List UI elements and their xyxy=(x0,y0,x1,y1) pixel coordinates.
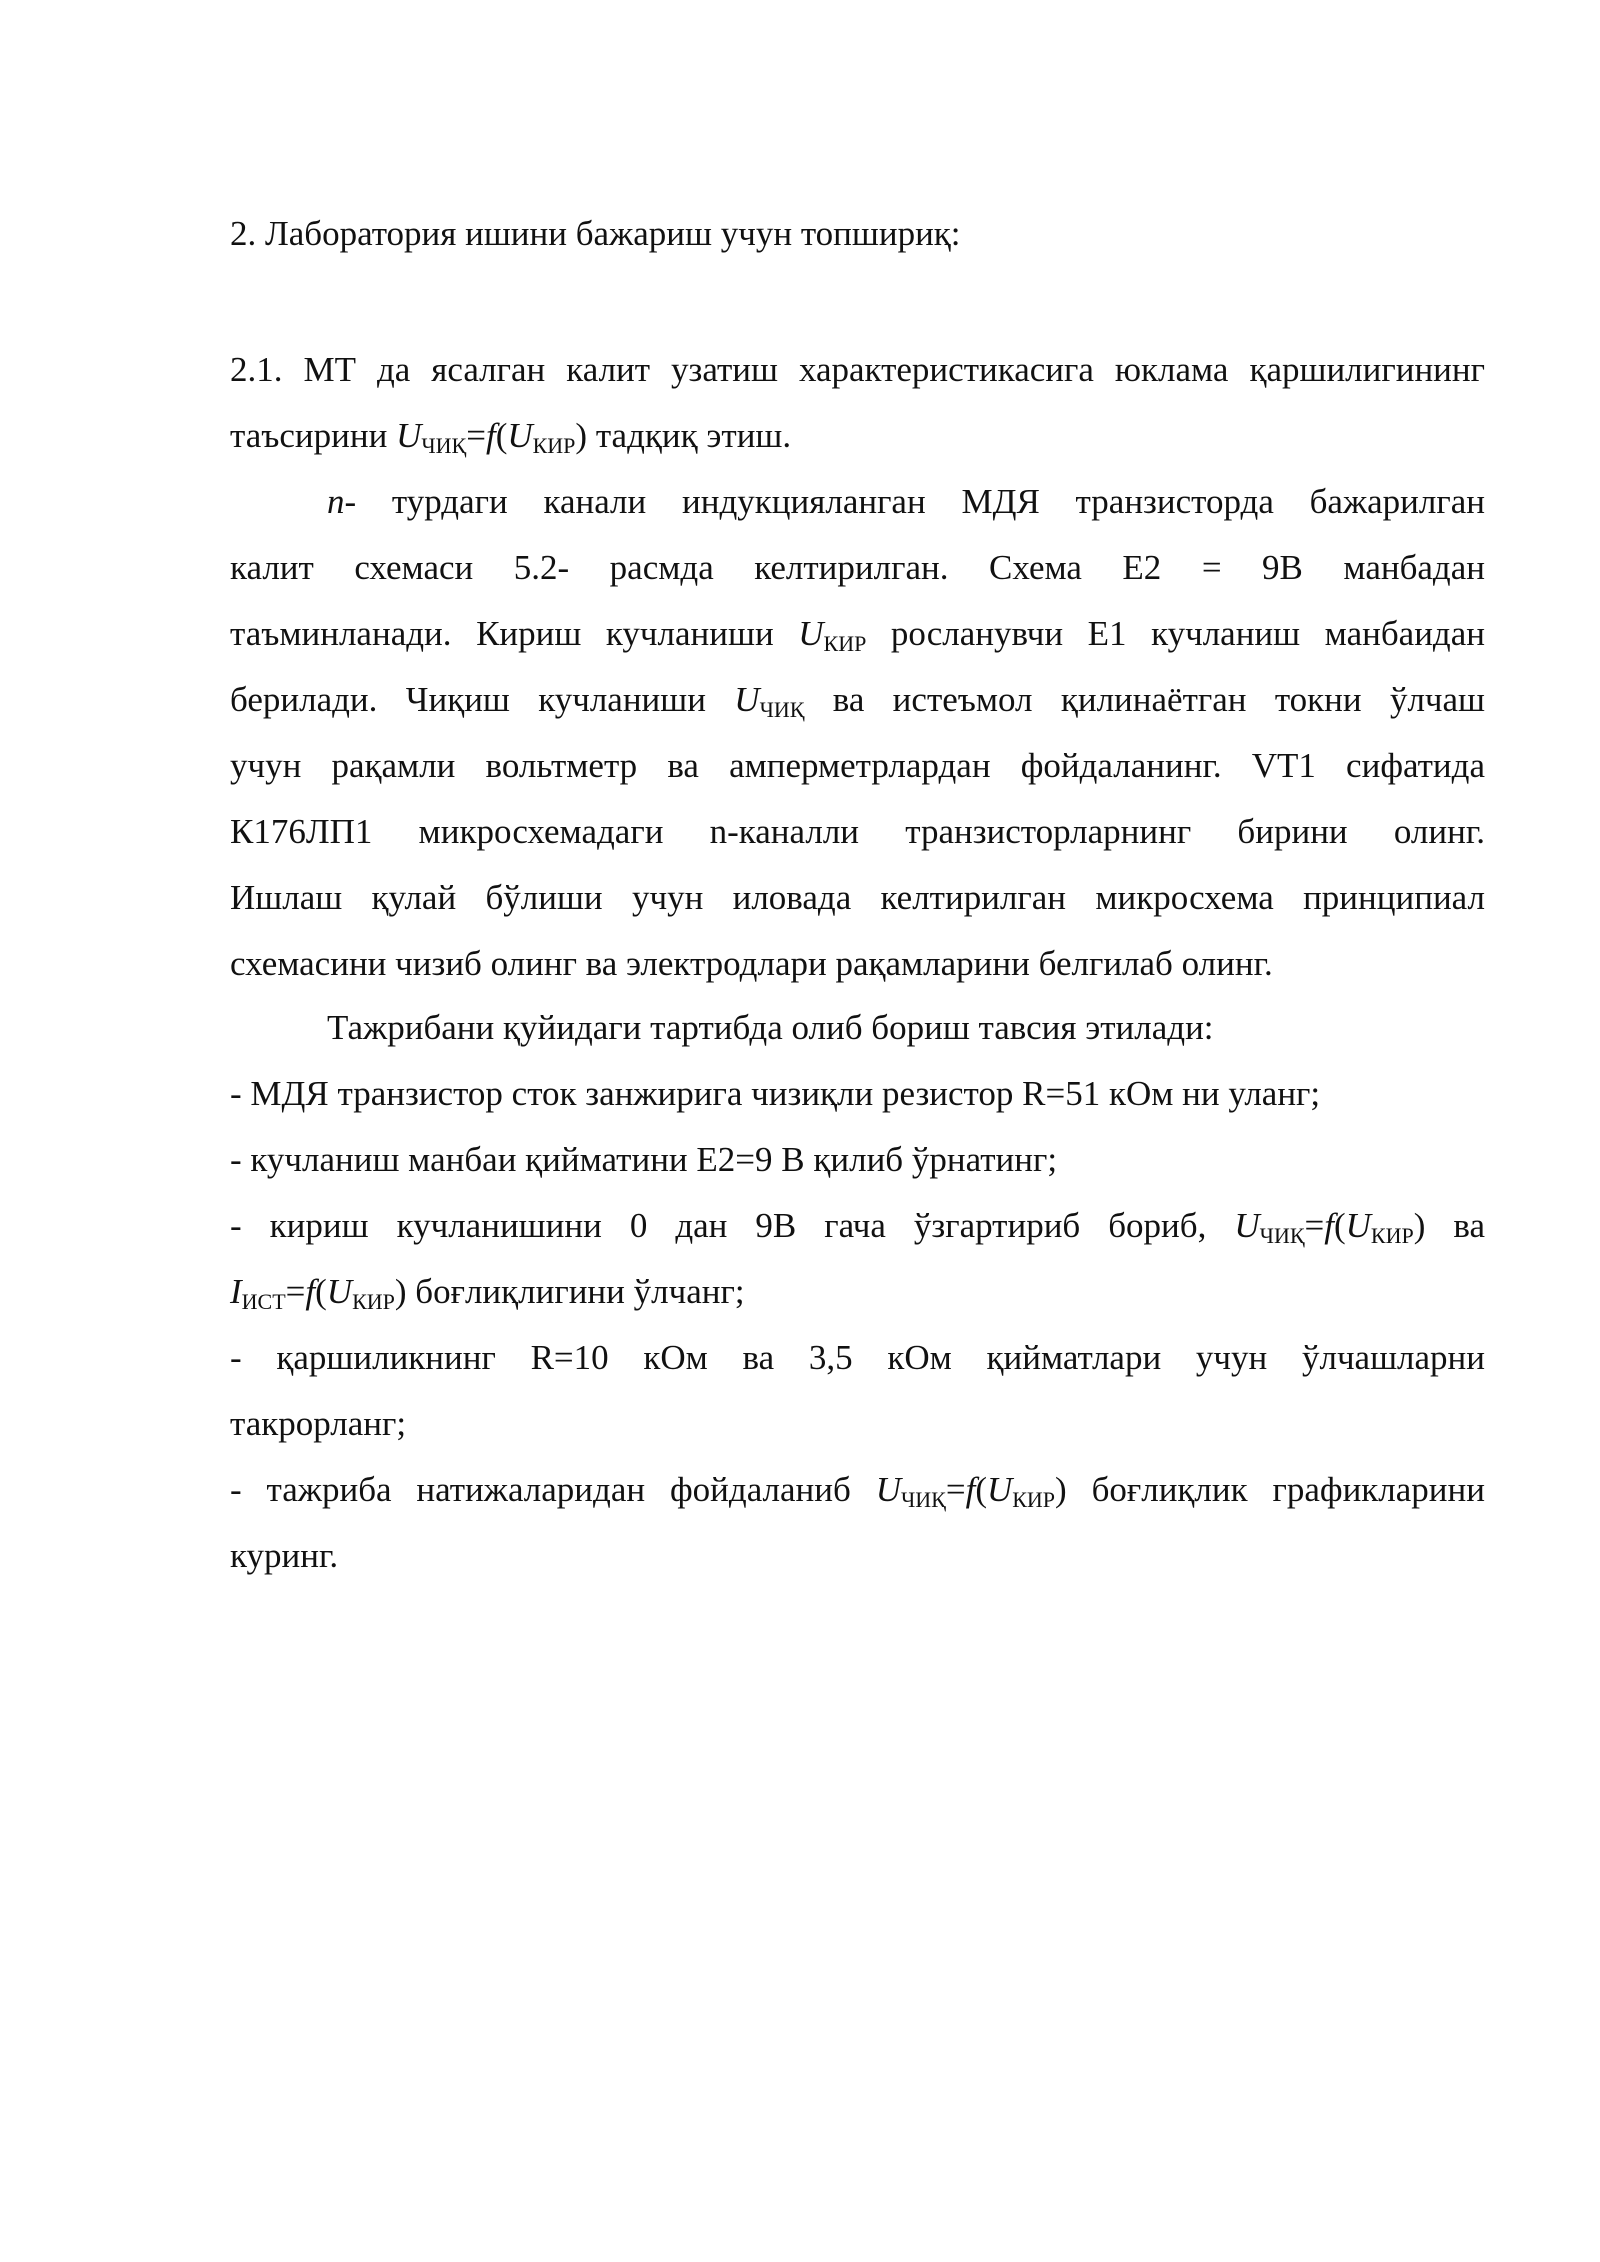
step-5-line-1: - тажриба натижаларидан фойдаланиб $U_{ЧИҚ}=f(U_{КИР})$ боғлиқлик графикларини xyxy=(230,1470,1485,1512)
desc-line-6: К176ЛП1 микросхемадаги n-каналли транзисторларнинг бирини олинг. xyxy=(230,812,1485,851)
step-1: - МДЯ транзистор сток занжирига чизиқли резистор R=51 кОм ни уланг; xyxy=(230,1074,1321,1113)
desc-line-8: схемасини чизиб олинг ва электродлари рақамларини белгилаб олинг. xyxy=(230,944,1273,983)
step-3-line-2: $I_{ИСТ}=f(U_{КИР})$ боғлиқлигини ўлчанг; xyxy=(230,1272,745,1314)
desc-line-5: учун рақамли вольтметр ва амперметрлардан фойдаланинг. VT1 сифатида xyxy=(230,746,1485,785)
desc-line-2: калит схемаси 5.2- расмда келтирилган. Схема Е2 = 9В манбадан xyxy=(230,548,1485,587)
step-2: - кучланиш манбаи қийматини Е2=9 В қилиб ўрнатинг; xyxy=(230,1140,1058,1179)
task-line-1: 2.1. МТ да ясалган калит узатиш характеристикасига юклама қаршилигининг xyxy=(230,350,1485,389)
step-4-line-2: такрорланг; xyxy=(230,1404,407,1443)
desc-line-7: Ишлаш қулай бўлиши учун иловада келтирилган микросхема принципиал xyxy=(230,878,1485,917)
desc-line-1: n- турдаги канали индукцияланган МДЯ транзисторда бажарилган xyxy=(327,482,1485,521)
task-line-2: таъсирини $U_{ЧИҚ}=f(U_{КИР})$ тадқиқ этиш. xyxy=(230,416,792,458)
desc-line-4: берилади. Чиқиш кучланиши $U_{ЧИҚ}$ ва истеъмол қилинаётган токни ўлчаш xyxy=(230,680,1485,722)
step-5-line-2: куринг. xyxy=(230,1536,339,1575)
step-3-line-1: - кириш кучланишини 0 дан 9В гача ўзгартириб бориб, $U_{ЧИҚ}=f(U_{КИР})$ ва xyxy=(230,1206,1485,1248)
steps-intro: Тажрибани қуйидаги тартибда олиб бориш тавсия этилади: xyxy=(327,1008,1214,1047)
section-heading: 2. Лаборатория ишини бажариш учун топшириқ: xyxy=(230,214,961,253)
step-4-line-1: - қаршиликнинг R=10 кОм ва 3,5 кОм қийматлари учун ўлчашларни xyxy=(230,1338,1485,1377)
desc-line-3: таъминланади. Кириш кучланиши $U_{КИР}$ рослaнувчи Е1 кучланиш манбаидан xyxy=(230,614,1485,656)
